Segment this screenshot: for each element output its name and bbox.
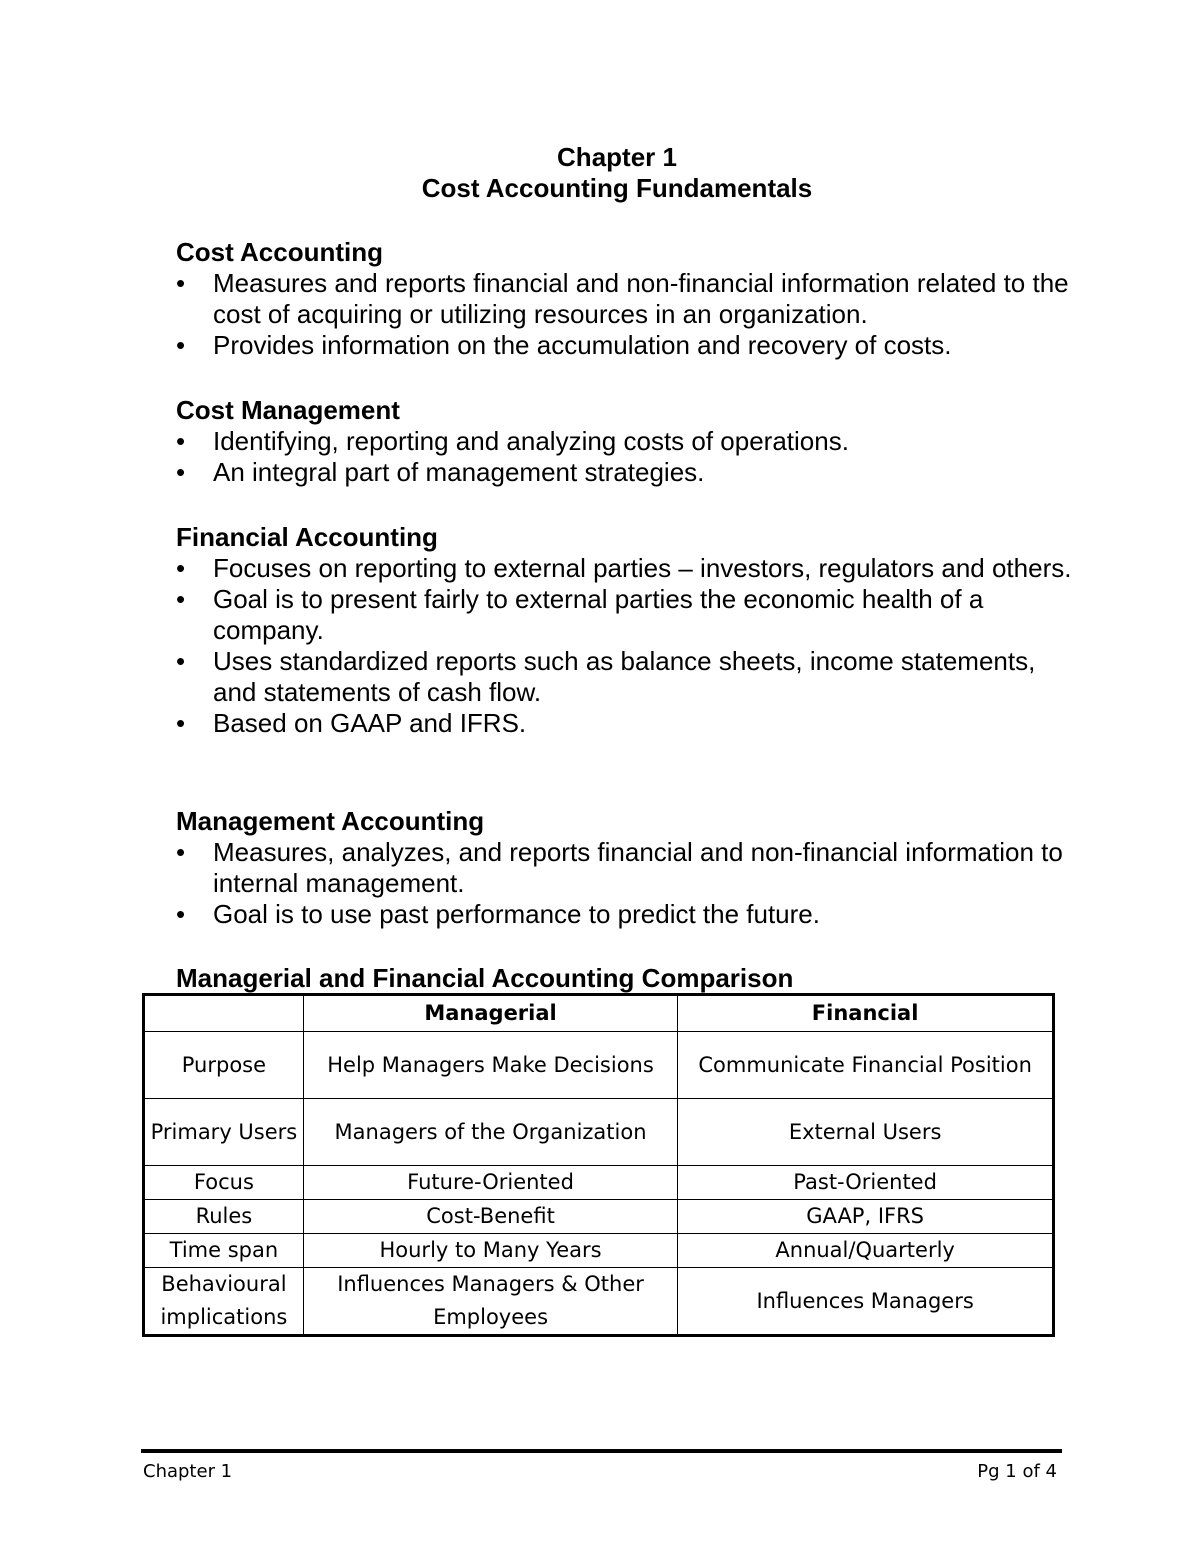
list-item: • Measures, analyzes, and reports financial and non-financial information to internal management. [176,837,1063,898]
list-item: • Focuses on reporting to external parties – investors, regulators and others. [176,553,1072,583]
footer-divider [141,1449,1062,1453]
table-cell: Future-Oriented [303,1166,677,1200]
table-row [144,1200,1054,1234]
bullet-icon: • [176,426,186,456]
table-cell: Past-Oriented [678,1166,1054,1200]
bullet-icon: • [176,330,186,360]
list-item: • Measures and reports financial and non-financial information related to the cost of acquiring or utilizing resources in an organization. [176,268,1069,329]
comparison-section [176,963,1076,994]
section-heading: Cost Accounting [176,237,384,267]
table-cell: Communicate Financial Position [678,1032,1054,1099]
bullet-list [176,553,1076,739]
section-heading: Management Accounting [176,806,485,836]
footer-page-number: Pg 1 of 4 [977,1461,1057,1482]
bullet-list [176,268,1076,361]
list-item: • Uses standardized reports such as balance sheets, income statements, and statements of cash flow. [176,646,1036,707]
column-header: Managerial [303,995,677,1032]
list-item: • An integral part of management strategies. [176,457,705,487]
table-cell: GAAP, IFRS [678,1200,1054,1234]
list-item: • Provides information on the accumulation and recovery of costs. [176,330,952,360]
comparison-table [142,993,1055,1337]
row-label: Focus [144,1166,304,1200]
section-financial-accounting [176,522,1076,739]
bullet-icon: • [176,457,186,487]
table-row [144,1099,1054,1166]
table-row [144,1234,1054,1268]
bullet-icon: • [176,899,186,929]
bullet-icon: • [176,268,186,298]
bullet-list [176,426,1076,488]
table-row [144,1268,1054,1336]
page-title-subject: Cost Accounting Fundamentals [421,173,813,203]
list-item: • Identifying, reporting and analyzing costs of operations. [176,426,849,456]
table-row [144,1166,1054,1200]
column-header: Financial [678,995,1054,1032]
row-label: Behavioural implications [144,1268,304,1336]
row-label: Rules [144,1200,304,1234]
bullet-icon: • [176,837,186,867]
list-item: • Goal is to present fairly to external parties the economic health of a company. [176,584,984,645]
bullet-icon: • [176,708,186,738]
comparison-heading: Managerial and Financial Accounting Comparison [176,963,794,993]
section-heading: Cost Management [176,395,400,425]
table-header-row [144,995,1054,1032]
row-label: Purpose [144,1032,304,1099]
table-row [144,1032,1054,1099]
section-cost-management [176,395,1076,488]
section-heading: Financial Accounting [176,522,438,552]
table-cell: Annual/Quarterly [678,1234,1054,1268]
table-cell: External Users [678,1099,1054,1166]
list-item: • Goal is to use past performance to predict the future. [176,899,820,929]
row-label: Time span [144,1234,304,1268]
bullet-icon: • [176,553,186,583]
table-cell: Help Managers Make Decisions [303,1032,677,1099]
column-header [144,995,304,1032]
section-cost-accounting [176,237,1076,361]
bullet-icon: • [176,584,186,614]
page-title-chapter: Chapter 1 [557,142,677,172]
list-item: • Based on GAAP and IFRS. [176,708,527,738]
table-cell: Cost-Benefit [303,1200,677,1234]
row-label: Primary Users [144,1099,304,1166]
footer-chapter-label: Chapter 1 [143,1461,233,1482]
table-cell: Managers of the Organization [303,1099,677,1166]
section-management-accounting [176,806,1076,930]
bullet-icon: • [176,646,186,676]
table-cell: Influences Managers & Other Employees [303,1268,677,1336]
table-cell: Hourly to Many Years [303,1234,677,1268]
bullet-list [176,837,1076,930]
table-cell: Influences Managers [678,1268,1054,1336]
